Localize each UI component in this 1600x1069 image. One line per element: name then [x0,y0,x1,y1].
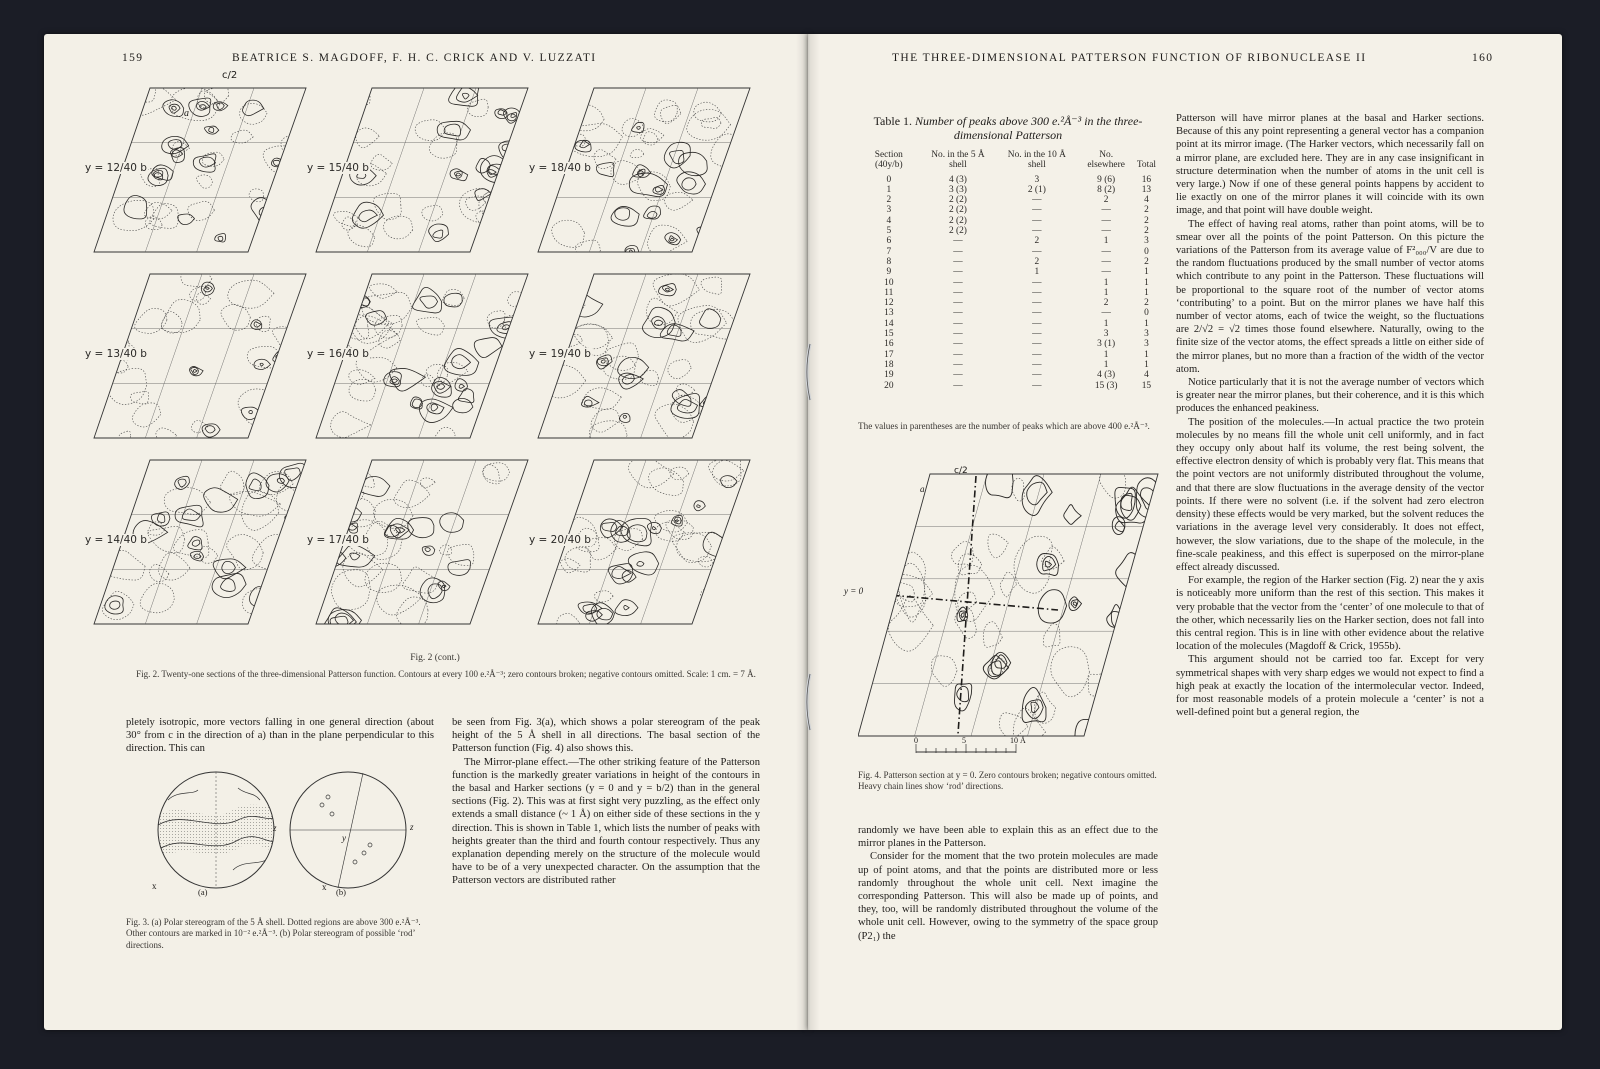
table-cell: — [953,380,963,391]
table-cell: 19 [884,370,894,381]
table-row [858,257,1158,267]
table-row [858,185,1158,195]
table-cell: 6 [886,236,892,247]
table-1-title-text: Number of peaks above 300 e.²Å⁻³ in the three-dimensional Patterson [915,114,1143,142]
fig2-section-label: y = 13/40 b [85,348,147,360]
fig4-scale-10: 10 Å [1010,736,1026,745]
table-cell: — [1032,215,1042,226]
table-1-title [858,114,1158,142]
table-cell: 14 [884,318,894,329]
table-row [858,278,1158,288]
fig3-panel-b-label: (b) [336,887,346,897]
table-cell: — [1101,205,1111,216]
fig2-caption: Fig. 2. Twenty-one sections of the three-dimensional Patterson function. Contours at every 100 e.²Å⁻³; zero contours broken; negative contours omitted. Scale: 1 cm. = 7 Å. [136,669,756,679]
fig2-section-panel [529,268,752,444]
table-cell: 15 [1141,380,1152,391]
table-cell: — [1032,349,1042,360]
table-cell: 5 [886,226,892,237]
fig3-x-label-a: x [152,881,157,891]
table-cell: — [953,329,963,340]
fig2-section-panel [307,82,530,258]
fig4-scale-5: 5 [962,736,966,745]
table-cell: 2 (2) [948,195,967,206]
table-cell: 4 (3) [1097,370,1116,381]
table-row [858,350,1158,360]
fig3-x-label-b: x [322,882,327,892]
fig2-c-axis-label: c/2 [222,70,238,81]
table-cell: — [1101,308,1111,319]
table-cell: — [1032,226,1042,237]
table-cell: — [1032,339,1042,350]
table-header-cell: No. elsewhere [1087,150,1125,171]
fig4-caption: Fig. 4. Patterson section at y = 0. Zero contours broken; negative contours omitted. Heavy chain lines show ‘rod’ directions. [858,770,1157,792]
fig2-section-panel [307,268,530,444]
table-cell: 17 [884,349,894,360]
table-cell: 3 [1034,174,1040,185]
fig3-caption: Fig. 3. (a) Polar stereogram of the 5 Å shell. Dotted regions are above 300 e.²Å⁻³. Other contours are marked in 10⁻² e.²Å⁻³. (b) Polar stereogram of possible ‘rod’ directions. [126,917,421,950]
table-row [858,288,1158,298]
table-header-cell: No. in the 10 Å shell [1007,150,1066,171]
table-cell: 2 [1144,226,1149,237]
paragraph: The Mirror-plane effect.—The other striking feature of the Patterson function is the markedly greater variations in height of the contours in the basal and Harker sections (y = 0 and y = b/2) than in the general sections (Fig. 2). This was at first sight very puzzling, as the effect only extends a small distance (~ 1 Å) on either side of these sections in the y direction. This is shown in Table 1, which lists the number of peaks with heights greater than the third and fourth contour respectively. Thus any explanation depending merely on the structure of the molecule would have to be of a very unexpected character. On the assumption that the Patterson vectors are distributed rather [452,756,760,887]
table-cell: 13 [884,308,894,319]
table-cell: 7 [886,246,892,257]
table-1-peaks [858,150,1158,391]
table-cell: 11 [884,287,894,298]
fig3-panel-a-label: (a) [198,887,208,897]
table-cell: — [1032,277,1042,288]
table-cell: 1 [1144,267,1149,278]
table-header-row [858,150,1158,175]
table-cell: 16 [1141,174,1152,185]
table-cell: 10 [884,277,894,288]
paragraph: The position of the molecules.—In actual practice the two protein molecules by no means fill the whole unit cell uniformly, and in fact they occupy only about half its volume, the rest being solvent, the effective electron density of which is probably very flat. This means that the point vectors are not uniformly distributed throughout the volume, and that there are slow fluctuations in the average density of the vector points. If there were no solvent (i.e. if the solvent had zero electron density) these effects would be very marked, but the solvent reduces the variations in the average level very considerably. It does not effect, however, the slow variations, due to the shape of the molecule, in the fine-scale peakiness, and this effect is superposed on the mirror-plane effect already discussed. [1176,416,1484,573]
paragraph: Patterson will have mirror planes at the basal and Harker sections. Because of this any point representing a general vector has a companion point at its mirror image. (The Harker vectors, which necessarily fall on a mirror plane, are excluded here. They are in any case insignificant in structure determination when the number of atoms in the unit cell is very large.) Now if one of these general points happens by accident to lie exactly on one of the mirror planes it will coincide with its own image, and that point will have double weight. [1176,113,1484,217]
stereogram-b [290,772,406,888]
table-row [858,216,1158,226]
table-cell: — [1032,318,1042,329]
table-1-note: The values in parentheses are the number of peaks which are above 400 e.²Å⁻³. [858,421,1150,431]
table-cell: 1 [1103,359,1109,370]
fig4-y-label: y = 0 [844,586,864,596]
table-cell: 2 [1144,298,1149,309]
table-cell: 3 (3) [948,184,967,195]
left-column-1-text [126,716,434,756]
table-row [858,267,1158,277]
fig2-section-panel [85,268,308,444]
table-cell: — [953,287,963,298]
table-cell: — [953,308,963,319]
table-cell: 3 [1103,329,1109,340]
table-cell: — [953,349,963,360]
paragraph: Notice particularly that it is not the average number of vectors which is greater near the mirror planes, but their coherence, and it is this which produces the enhanced peakiness. [1176,377,1484,415]
fig2-cont-label: Fig. 2 (cont.) [410,653,460,663]
table-cell: — [1032,287,1042,298]
table-cell: — [1032,205,1042,216]
table-cell: 1 [886,184,892,195]
fig2-section-label: y = 18/40 b [529,162,591,174]
table-cell: 0 [1144,308,1149,319]
table-cell: 1 [1103,287,1109,298]
table-cell: — [953,318,963,329]
table-cell: 3 [1144,329,1149,340]
table-cell: 1 [1103,349,1109,360]
fig4-scale-bar [914,736,1034,766]
paragraph: This argument should not be carried too far. Except for very symmetrical shapes with very sharp edges we would not expect to find a high peak at exactly the location of the intermolecular vector. Indeed, for most reasonable models of a protein molecule a ‘center’ is not a well-defined point but a general region, the [1176,654,1484,719]
table-cell: 2 (2) [948,215,967,226]
table-cell: 2 (2) [948,205,967,216]
figure-4-basal-section [844,466,1160,770]
table-cell: 8 (2) [1097,184,1116,195]
table-cell: — [1101,256,1111,267]
table-cell: 1 [1144,277,1149,288]
table-row [858,329,1158,339]
table-cell: 0 [1144,246,1149,257]
table-row [858,247,1158,257]
fig2-a-axis-label: a [184,108,189,119]
table-cell: 2 [1144,256,1149,267]
paragraph: randomly we have been able to explain this as an effect due to the mirror planes in the Patterson. [858,825,1158,850]
left-column-2-text [452,716,760,888]
table-cell: — [953,236,963,247]
table-cell: 2 (2) [948,226,967,237]
table-header-cell: Section (40y/b) [874,150,903,171]
table-cell: — [1032,195,1042,206]
table-row [858,360,1158,370]
table-cell: — [1101,226,1111,237]
table-cell: — [953,370,963,381]
table-cell: 4 [886,215,892,226]
table-cell: 9 (6) [1097,174,1116,185]
table-cell: 4 (3) [948,174,967,185]
fig2-section-label: y = 12/40 b [85,162,147,174]
table-cell: 3 [886,205,892,216]
paragraph: The effect of having real atoms, rather than point atoms, will be to smear over all the points of the point Patterson. On this picture the variations of the Patterson from its average value of F²₀₀₀/V are due to the random fluctuations produced by the small number of vector atoms which contribute to any point in the Patterson. These fluctuations will be proportional to the square root of the number of vector atoms ‘contributing’ to a point. But on the mirror planes we have half this number of vector atoms, each of twice the weight, so the fluctuations are 2/√2 = √2 times those found elsewhere. Naturally, owing to the finite size of the vector atoms, the effect spreads a little on either side of the mirror planes, but no more than a fraction of the width of the vector atom. [1176,218,1484,375]
table-row [858,195,1158,205]
table-cell: 13 [1141,184,1152,195]
table-row [858,339,1158,349]
table-row [858,236,1158,246]
table-cell: 3 [1144,339,1149,350]
table-row [858,370,1158,380]
table-row [858,308,1158,318]
table-1-label: Table 1. [873,114,913,128]
fig2-section-label: y = 15/40 b [307,162,369,174]
table-cell: — [953,267,963,278]
table-cell: 1 [1034,267,1040,278]
table-row [858,205,1158,215]
table-row [858,226,1158,236]
left-page-number: 159 [122,52,144,64]
table-cell: 18 [884,359,894,370]
table-cell: — [953,298,963,309]
fig2-section-panel [85,82,308,258]
table-cell: — [1032,246,1042,257]
table-cell: — [1032,308,1042,319]
paragraph: Consider for the moment that the two protein molecules are made up of point atoms, and that the points are distributed more or less randomly throughout the whole unit cell. Next imagine the corresponding Patterson. This will also be made up of points, and they, too, will be randomly distributed throughout the volume of the whole unit cell. However, owing to the symmetry of the space group (P2₁) the [858,851,1158,942]
table-cell: — [1032,298,1042,309]
figure-2-contour-grid [85,70,742,642]
table-cell: — [1101,267,1111,278]
table-cell: 1 [1144,349,1149,360]
staple-bottom [803,672,817,732]
table-row [858,319,1158,329]
fig2-section-panel [307,454,530,630]
table-cell: — [1032,370,1042,381]
fig2-section-panel [85,454,308,630]
fig4-scale-0: 0 [914,736,918,745]
table-cell: 1 [1103,236,1109,247]
left-running-head: BEATRICE S. MAGDOFF, F. H. C. CRICK AND V. LUZZATI [232,52,597,64]
table-cell: — [953,359,963,370]
fig2-section-label: y = 16/40 b [307,348,369,360]
table-cell: — [953,246,963,257]
table-cell: 2 [1144,215,1149,226]
table-cell: 1 [1144,318,1149,329]
table-cell: 2 [1144,205,1149,216]
table-cell: 1 [1144,287,1149,298]
table-header-cell: Total [1136,160,1156,171]
table-cell: — [1101,215,1111,226]
table-cell: — [1032,329,1042,340]
table-cell: 15 (3) [1094,380,1118,391]
table-cell: 1 [1103,277,1109,288]
table-cell: 2 [1034,256,1040,267]
right-column-4-text [1176,112,1484,719]
table-row [858,381,1158,391]
table-cell: 12 [884,298,894,309]
fig4-a-axis-label: a [920,484,925,494]
right-column-3-text [858,824,1158,943]
table-cell: 0 [886,174,892,185]
right-running-head: THE THREE-DIMENSIONAL PATTERSON FUNCTION OF RIBONUCLEASE II [892,52,1367,64]
figure-3-stereograms [138,770,438,905]
table-cell: 1 [1144,359,1149,370]
fig2-section-panel [529,82,752,258]
fig2-section-label: y = 20/40 b [529,534,591,546]
table-cell: 2 [1034,236,1040,247]
table-row [858,298,1158,308]
paragraph: be seen from Fig. 3(a), which shows a polar stereogram of the peak height of the 5 Å shell in all directions. The basal section of the Patterson function (Fig. 4) also shows this. [452,717,760,755]
table-cell: 16 [884,339,894,350]
fig3-z-label-b: z [410,822,414,832]
fig4-c-axis-label: c/2 [954,466,968,476]
table-cell: — [953,339,963,350]
paragraph: pletely isotropic, more vectors falling in one general direction (about 30° from c in the direction of a) than in the plane perpendicular to this direction. This can [126,717,434,755]
table-row [858,175,1158,185]
table-cell: 4 [1144,195,1149,206]
staple-top [803,342,817,402]
table-cell: 8 [886,256,892,267]
fig3-y-label-b: y [342,833,346,843]
table-cell: 2 [886,195,892,206]
table-cell: 3 [1144,236,1149,247]
table-cell: 9 [886,267,892,278]
table-cell: 15 [884,329,894,340]
fig2-section-label: y = 14/40 b [85,534,147,546]
table-header-cell: No. in the 5 Å shell [931,150,985,171]
table-cell: 2 [1103,195,1109,206]
fig2-section-panel [529,454,752,630]
paragraph: For example, the region of the Harker section (Fig. 2) near the y axis is noticeably more uniform than the rest of this section. This makes it very probable that the vector from the ‘center’ of one molecule to that of the other, which necessarily lies on the Harker section, does not fall into this central region. This is in line with other evidence about the relative location of the molecules (Magdoff & Crick, 1955b). [1176,575,1484,653]
table-cell: 3 (1) [1097,339,1116,350]
fig3-z-label-a: z [273,823,277,833]
fig2-section-label: y = 17/40 b [307,534,369,546]
table-cell: — [1032,359,1042,370]
table-cell: — [953,277,963,288]
fig2-section-label: y = 19/40 b [529,348,591,360]
table-cell: 1 [1103,318,1109,329]
right-page-number: 160 [1472,52,1494,64]
table-cell: — [1101,246,1111,257]
table-cell: 2 (1) [1027,184,1046,195]
table-cell: 4 [1144,370,1149,381]
table-cell: 2 [1103,298,1109,309]
table-cell: — [953,256,963,267]
table-cell: 20 [884,380,894,391]
table-cell: — [1032,380,1042,391]
